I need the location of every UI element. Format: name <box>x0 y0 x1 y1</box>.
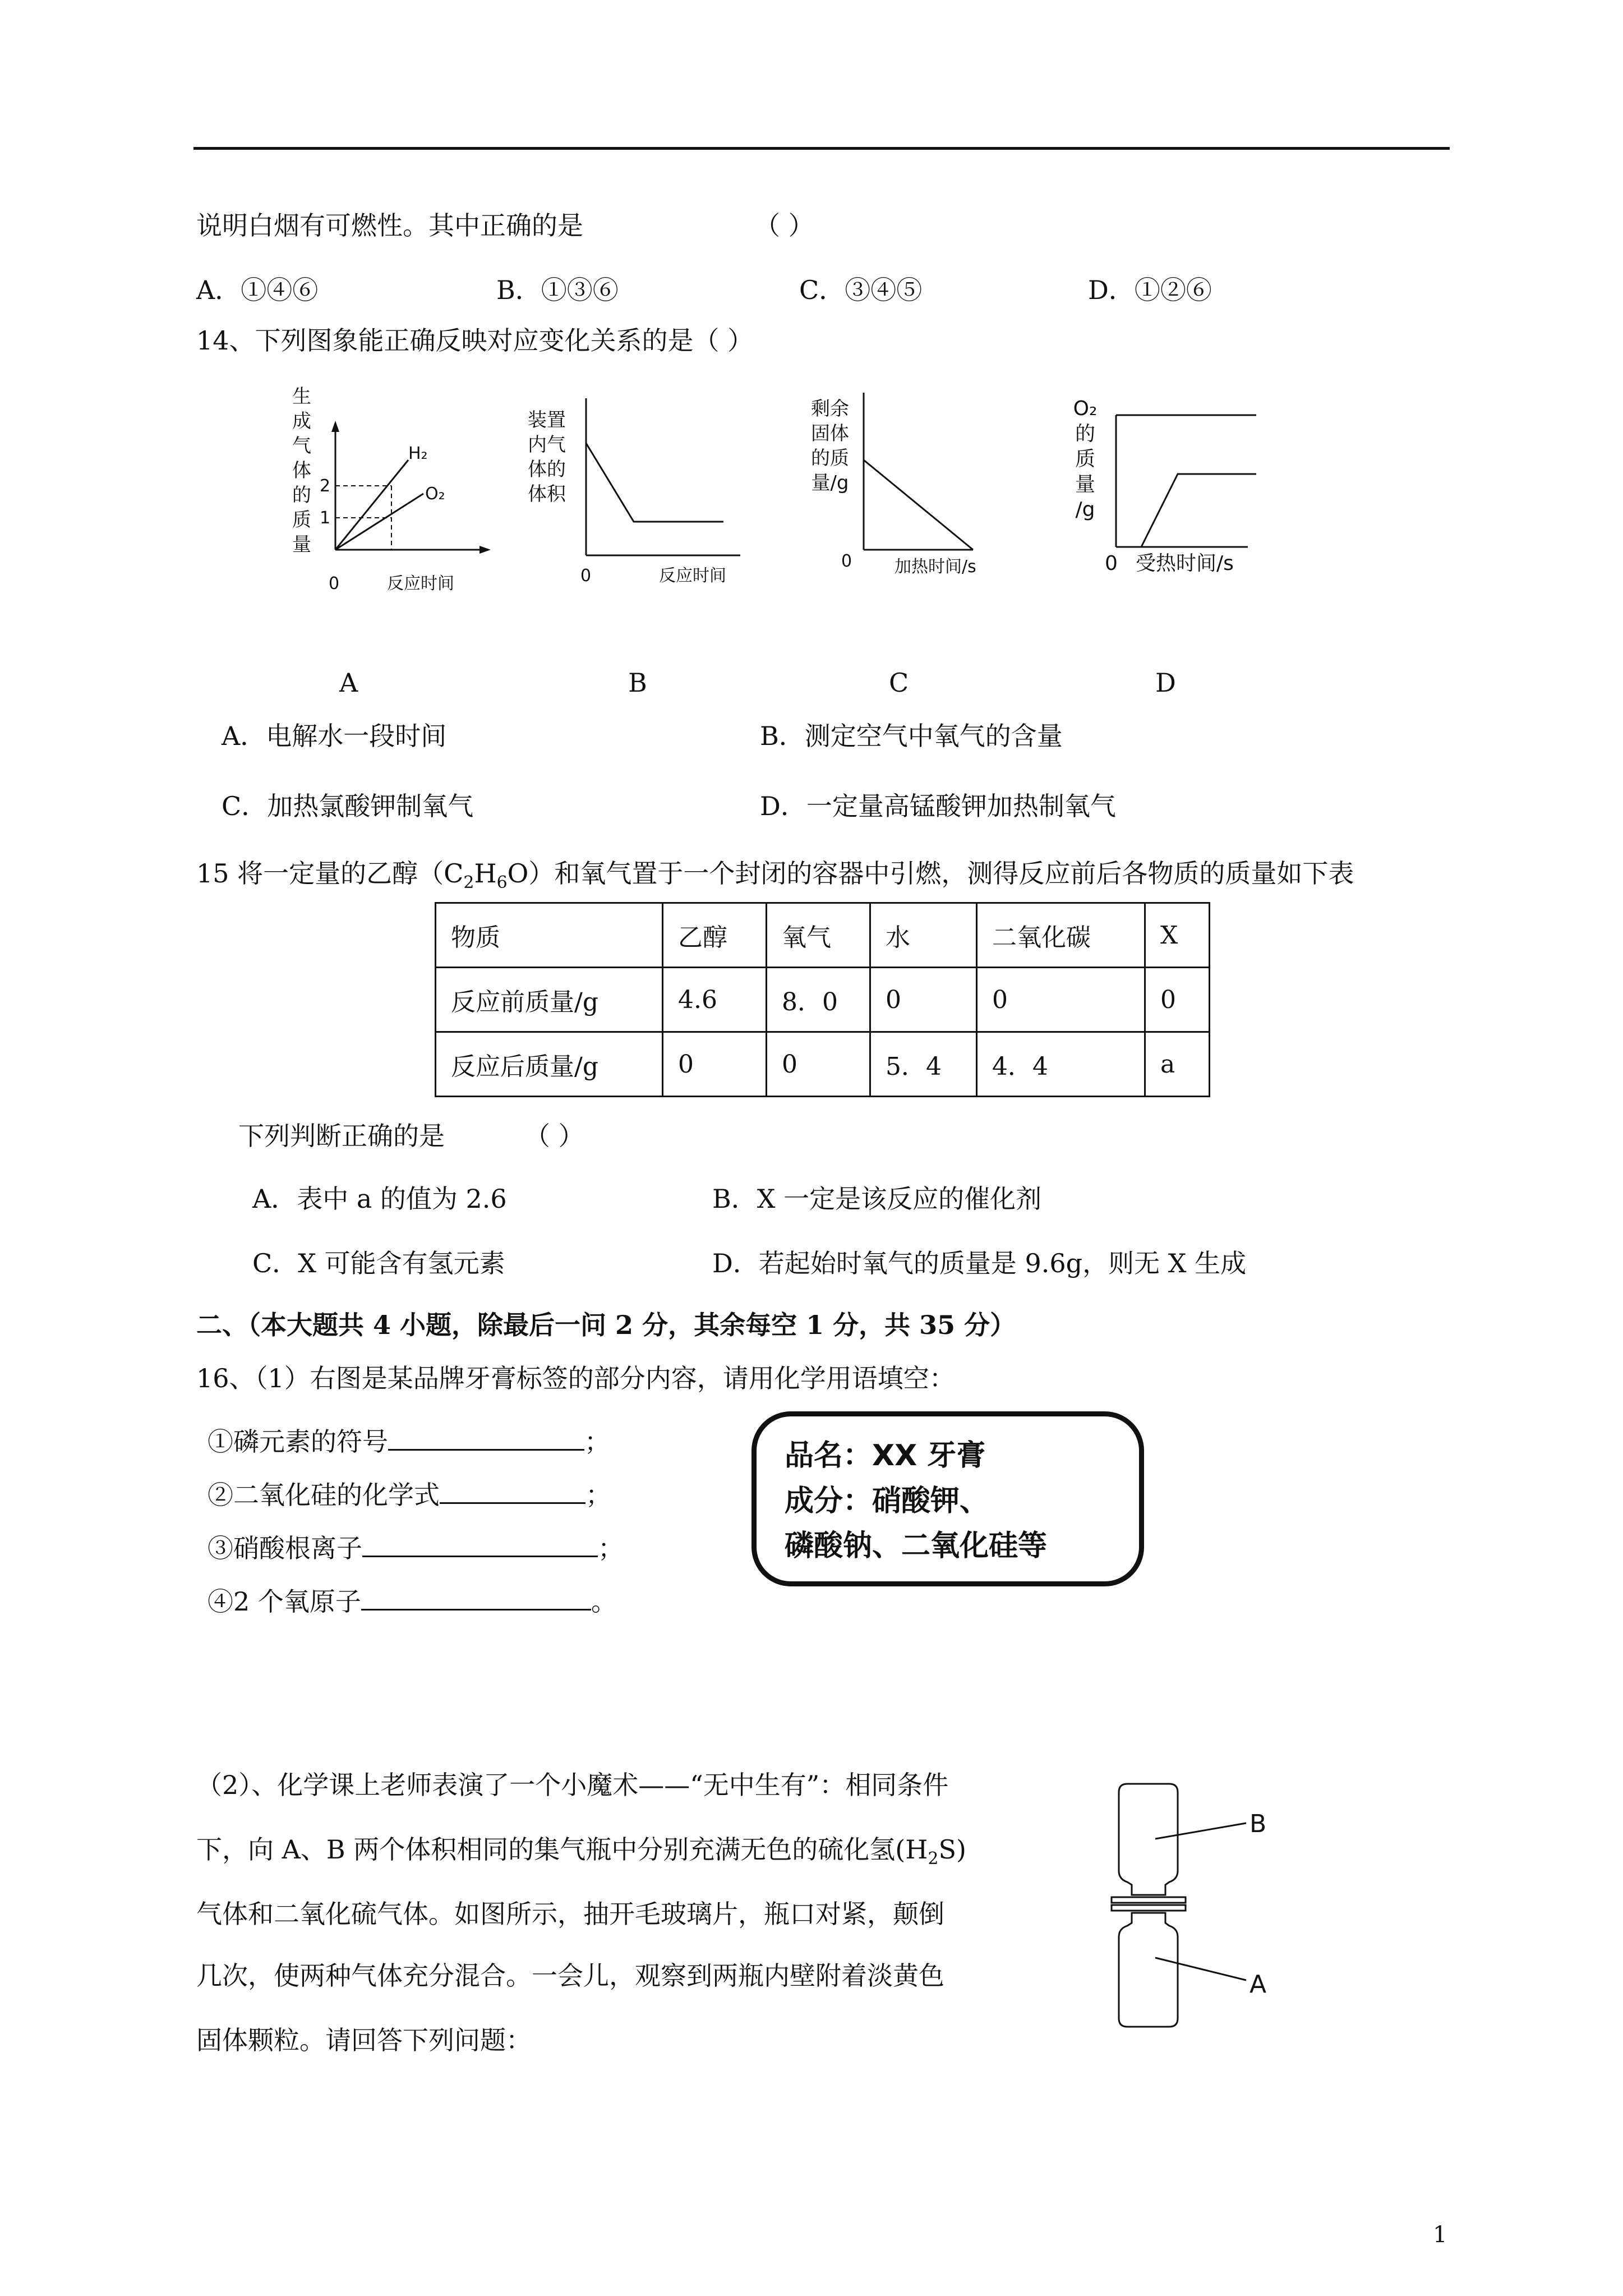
graph-b-ylabel-0: 装置 <box>528 409 566 431</box>
glass-plate-lower <box>1112 1905 1186 1911</box>
graph-c-xlabel: 加热时间/s <box>895 557 976 577</box>
table-cell: 反应前质量/g <box>436 968 663 1032</box>
q14-graph-letter-a: A <box>339 668 358 698</box>
bottle-a-pointer <box>1155 1958 1246 1980</box>
q15-stem: 15 将一定量的乙醇$(C_2H_6O)$和氧气置于一个封闭的容器中引燃，测得反应前后各物质的质量如下表 <box>196 858 1354 893</box>
q14-stem: 14、下列图象能正确反映对应变化关系的是（ ） <box>196 325 754 356</box>
table-row <box>436 1032 1210 1097</box>
q16-part2-line3: 气体和二氧化硫气体。如图所示，抽开毛玻璃片，瓶口对紧，颠倒 <box>196 1899 944 1929</box>
q14-option-c: C．加热氯酸钾制氧气 <box>222 791 474 821</box>
q13-option-c: C．③④⑤ <box>799 275 923 305</box>
graph-d-ylabel-1: 的 <box>1075 422 1096 445</box>
header-rule <box>193 147 1450 150</box>
graph-a-ylabel-5: 质 <box>292 509 311 531</box>
graph-c-ylabel-1: 固体 <box>811 422 849 445</box>
q16-blank-4[interactable] <box>361 1582 591 1611</box>
q13-option-d: D．①②⑥ <box>1088 275 1212 305</box>
graph-a-ylabel-1: 成 <box>292 410 311 432</box>
graph-d-ylabel-2: 质 <box>1075 448 1096 471</box>
q15-option-d: D．若起始时氧气的质量是 9.6g，则无 X 生成 <box>712 1248 1247 1278</box>
q15-option-b: B．X 一定是该反应的催化剂 <box>712 1184 1042 1214</box>
graph-a-ylabel-0: 生 <box>292 385 311 408</box>
q14-graph-letter-b: B <box>628 668 647 698</box>
graph-a-ylabel-6: 量 <box>292 533 311 556</box>
q14-option-a: A．电解水一段时间 <box>222 721 447 751</box>
q13-answer-paren: （ ） <box>754 210 814 241</box>
table-cell: 4．4 <box>977 1032 1145 1097</box>
graph-a-ylabel-4: 的 <box>292 484 311 507</box>
graph-b-ylabel-1: 内气 <box>528 434 566 456</box>
graph-d-ylabel-4: /g <box>1075 498 1095 521</box>
q15-answer-paren: （ ） <box>524 1121 584 1151</box>
table-cell: 0 <box>663 1032 767 1097</box>
graph-c-ylabel-0: 剩余 <box>811 398 849 420</box>
graph-a-o2-label: O₂ <box>425 484 445 504</box>
gas-bottles-figure <box>1099 1778 1279 2036</box>
table-cell: 8．0 <box>767 968 870 1032</box>
q14-graph-d <box>1063 381 1298 583</box>
q16-blank-3[interactable] <box>362 1529 598 1557</box>
table-cell: 物质 <box>436 903 663 968</box>
bottle-b-label: B <box>1249 1810 1267 1838</box>
graph-a-tick-1: 1 <box>320 508 331 528</box>
section2-title: 二、（本大题共 4 小题，除最后一问 2 分，其余每空 1 分，共 35 分） <box>196 1310 1016 1340</box>
q16-item-2: ②二氧化硅的化学式 ； <box>208 1475 611 1511</box>
table-cell: 反应后质量/g <box>436 1032 663 1097</box>
q16-part2-line5: 固体颗粒。请回答下列问题： <box>196 2025 532 2055</box>
table-cell: a <box>1145 1032 1210 1097</box>
q14-option-d: D．一定量高锰酸钾加热制氧气 <box>760 791 1116 821</box>
q16-blank-1[interactable] <box>388 1422 584 1451</box>
q14-graph-letter-c: C <box>889 668 909 698</box>
bottle-a-label: A <box>1249 1970 1267 1999</box>
q15-table <box>435 902 1210 1097</box>
bottle-a <box>1119 1913 1178 2027</box>
q14-graph-b <box>516 387 751 600</box>
table-cell: 0 <box>767 1032 870 1097</box>
table-cell: 二氧化碳 <box>977 903 1145 968</box>
q16-part2-line2: 下，向 A、B 两个体积相同的集气瓶中分别充满无色的硫化氢$(H_2S)$ <box>196 1834 966 1869</box>
q14-graph-a <box>269 381 505 606</box>
graph-b-ylabel-3: 体积 <box>528 483 566 505</box>
graph-d-ylabel-0: O₂ <box>1073 397 1098 420</box>
table-cell: 氧气 <box>767 903 870 968</box>
glass-plate-upper <box>1112 1897 1186 1903</box>
graph-c-ylabel-3: 量/g <box>811 472 849 494</box>
graph-a-ylabel-3: 体 <box>292 459 311 482</box>
graph-b-xlabel: 反应时间 <box>659 566 726 586</box>
graph-a-xlabel: 反应时间 <box>387 574 454 593</box>
table-cell: 水 <box>870 903 977 968</box>
q15-option-c: C．X 可能含有氢元素 <box>252 1248 505 1278</box>
q13-option-a: A．①④⑥ <box>196 275 319 305</box>
bottle-b <box>1119 1784 1178 1895</box>
q16-item-4: ④2 个氧原子 。 <box>208 1582 617 1617</box>
graph-d-xlabel: 受热时间/s <box>1136 552 1234 575</box>
label-line-2: 成分：硝酸钾、 <box>785 1484 989 1518</box>
q14-graph-c <box>799 387 1035 595</box>
q16-item-1: ①磷元素的符号 ； <box>208 1422 610 1457</box>
table-header-row <box>436 903 1210 968</box>
q16-item-3: ③硝酸根离子 ； <box>208 1529 624 1564</box>
graph-d-ylabel-3: 量 <box>1075 473 1096 496</box>
q13-option-b: B．①③⑥ <box>496 275 619 305</box>
table-cell: X <box>1145 903 1210 968</box>
graph-a-ylabel-2: 气 <box>292 435 311 457</box>
q16-blank-2[interactable] <box>440 1475 585 1504</box>
q14-graph-letter-d: D <box>1155 668 1176 698</box>
graph-d-origin: 0 <box>1105 552 1118 575</box>
graph-a-o2-line <box>335 494 423 550</box>
label-line-1: 品名：XX 牙膏 <box>785 1439 986 1473</box>
graph-c-origin: 0 <box>841 551 852 571</box>
q16-part2-line1: （2）、化学课上老师表演了一个小魔术——“无中生有”：相同条件 <box>196 1770 949 1800</box>
graph-b-ylabel-2: 体的 <box>528 458 566 481</box>
table-cell: 乙醇 <box>663 903 767 968</box>
q16-part2-line4: 几次，使两种气体充分混合。一会儿，观察到两瓶内壁附着淡黄色 <box>196 1961 944 1991</box>
table-cell: 0 <box>977 968 1145 1032</box>
table-cell: 0 <box>1145 968 1210 1032</box>
graph-a-h2-label: H₂ <box>408 444 428 463</box>
bottle-b-pointer <box>1155 1823 1246 1839</box>
q15-question: 下列判断正确的是 <box>238 1121 445 1151</box>
q14-option-b: B．测定空气中氧气的含量 <box>760 721 1063 751</box>
q15-option-a: A．表中 a 的值为 2.6 <box>252 1184 507 1214</box>
page-number: 1 <box>1433 2222 1447 2248</box>
q13-tail: 说明白烟有可燃性。其中正确的是 <box>196 210 583 241</box>
q16-stem: 16、（1）右图是某品牌牙膏标签的部分内容，请用化学用语填空： <box>196 1363 955 1393</box>
graph-a-tick-2: 2 <box>320 476 331 496</box>
graph-b-origin: 0 <box>580 566 592 586</box>
table-cell: 5．4 <box>870 1032 977 1097</box>
graph-a-h2-line <box>335 460 408 550</box>
graph-a-x-arrow <box>479 546 491 554</box>
graph-b-curve <box>586 443 723 522</box>
label-line-3: 磷酸钠、二氧化硅等 <box>785 1529 1048 1563</box>
table-cell: 0 <box>870 968 977 1032</box>
table-cell: 4.6 <box>663 968 767 1032</box>
graph-a-origin: 0 <box>329 574 340 593</box>
graph-d-curve <box>1141 474 1256 547</box>
toothpaste-label <box>751 1411 1144 1586</box>
graph-c-ylabel-2: 的质 <box>811 447 849 470</box>
table-row <box>436 968 1210 1032</box>
graph-a-y-arrow <box>331 421 339 432</box>
graph-c-curve <box>864 460 973 550</box>
